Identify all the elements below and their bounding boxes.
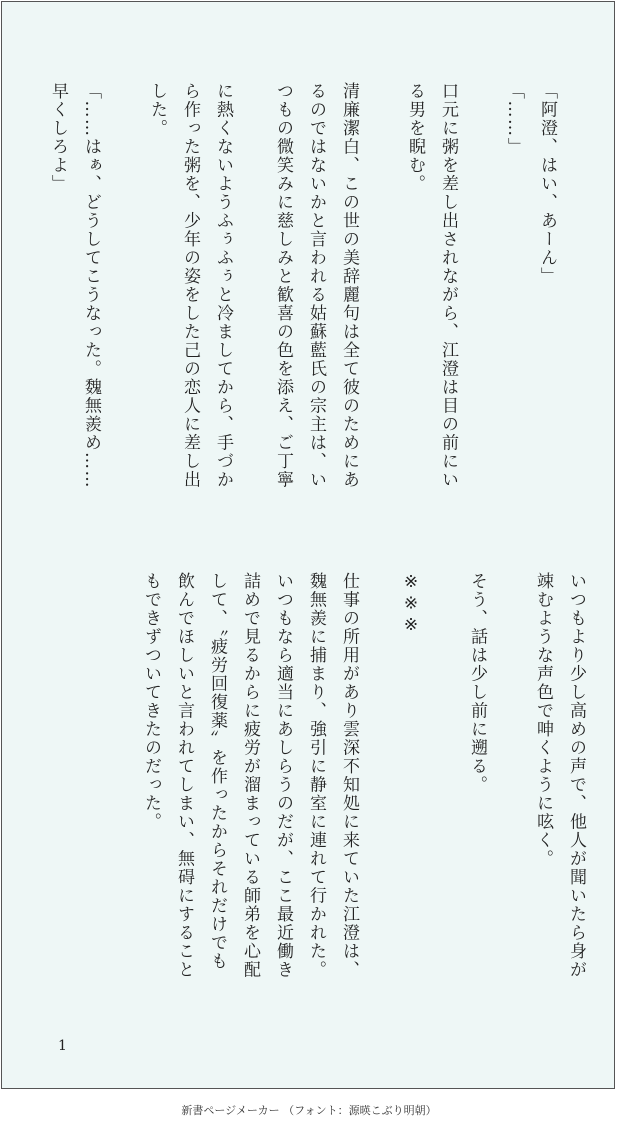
text-column: 「阿澄、はい、あーん」 [537, 82, 557, 286]
text-block-top-right [266, 82, 563, 489]
text-column: 飲んでほしいと言われてしまい、無碍にすること [174, 572, 194, 979]
text-column: 早くしろよ」 [48, 82, 68, 193]
text-column [365, 82, 398, 489]
text-column: そう、話は少し前に遡る。 [467, 572, 487, 794]
text-column: つもの微笑みに慈しみと歓喜の色を添え、ご丁寧 [273, 82, 293, 489]
text-column: して、〝疲労回復薬〟を作ったからそれだけでも [207, 572, 227, 971]
text-column: る男を睨む。 [405, 82, 425, 193]
page-number: 1 [58, 1038, 67, 1054]
text-column: 魏無羨に捕まり、強引に静室に連れて行かれた。 [306, 572, 326, 979]
text-column: いつもより少し高めの声で、他人が聞いたら身が [566, 572, 586, 979]
text-column [427, 572, 460, 979]
text-block-bottom-left [134, 572, 365, 979]
text-block-top-left [41, 82, 239, 489]
text-column: 竦むような声色で呻くように呟く。 [533, 572, 553, 868]
text-column: 仕事の所用があり雲深不知処に来ていた江澄は、 [339, 572, 359, 979]
text-column: 口元に粥を差し出されながら、江澄は目の前にい [438, 82, 458, 489]
text-column [361, 572, 394, 979]
text-column [464, 82, 497, 489]
text-column: した。 [147, 82, 167, 138]
text-column: 「……はぁ、どうしてこうなった。魏無羨め…… [81, 82, 101, 489]
text-column: に熱くないようふぅふぅと冷ましてから、手づか [213, 82, 233, 489]
text-column [107, 82, 140, 489]
text-column: 「……」 [504, 82, 524, 156]
text-column [493, 572, 526, 979]
text-block-bottom-right [361, 572, 592, 979]
text-column: 詰めで見るからに疲労が溜まっている師弟を心配 [240, 572, 260, 979]
text-column: 清廉潔白、この世の美辞麗句は全て彼のためにあ [339, 82, 359, 489]
text-column: ら作った粥を、少年の姿をした己の恋人に差し出 [180, 82, 200, 489]
text-column: ※※※ [401, 572, 421, 637]
text-column: いつもなら適当にあしらうのだが、ここ最近働き [273, 572, 293, 979]
footer-credit: 新書ページメーカー （フォント：源暎こぶり明朝） [181, 1104, 437, 1117]
text-column: るのではないかと言われる姑蘇藍氏の宗主は、い [306, 82, 326, 489]
book-page [1, 1, 615, 1089]
text-column: もできずついてきたのだった。 [141, 572, 161, 831]
